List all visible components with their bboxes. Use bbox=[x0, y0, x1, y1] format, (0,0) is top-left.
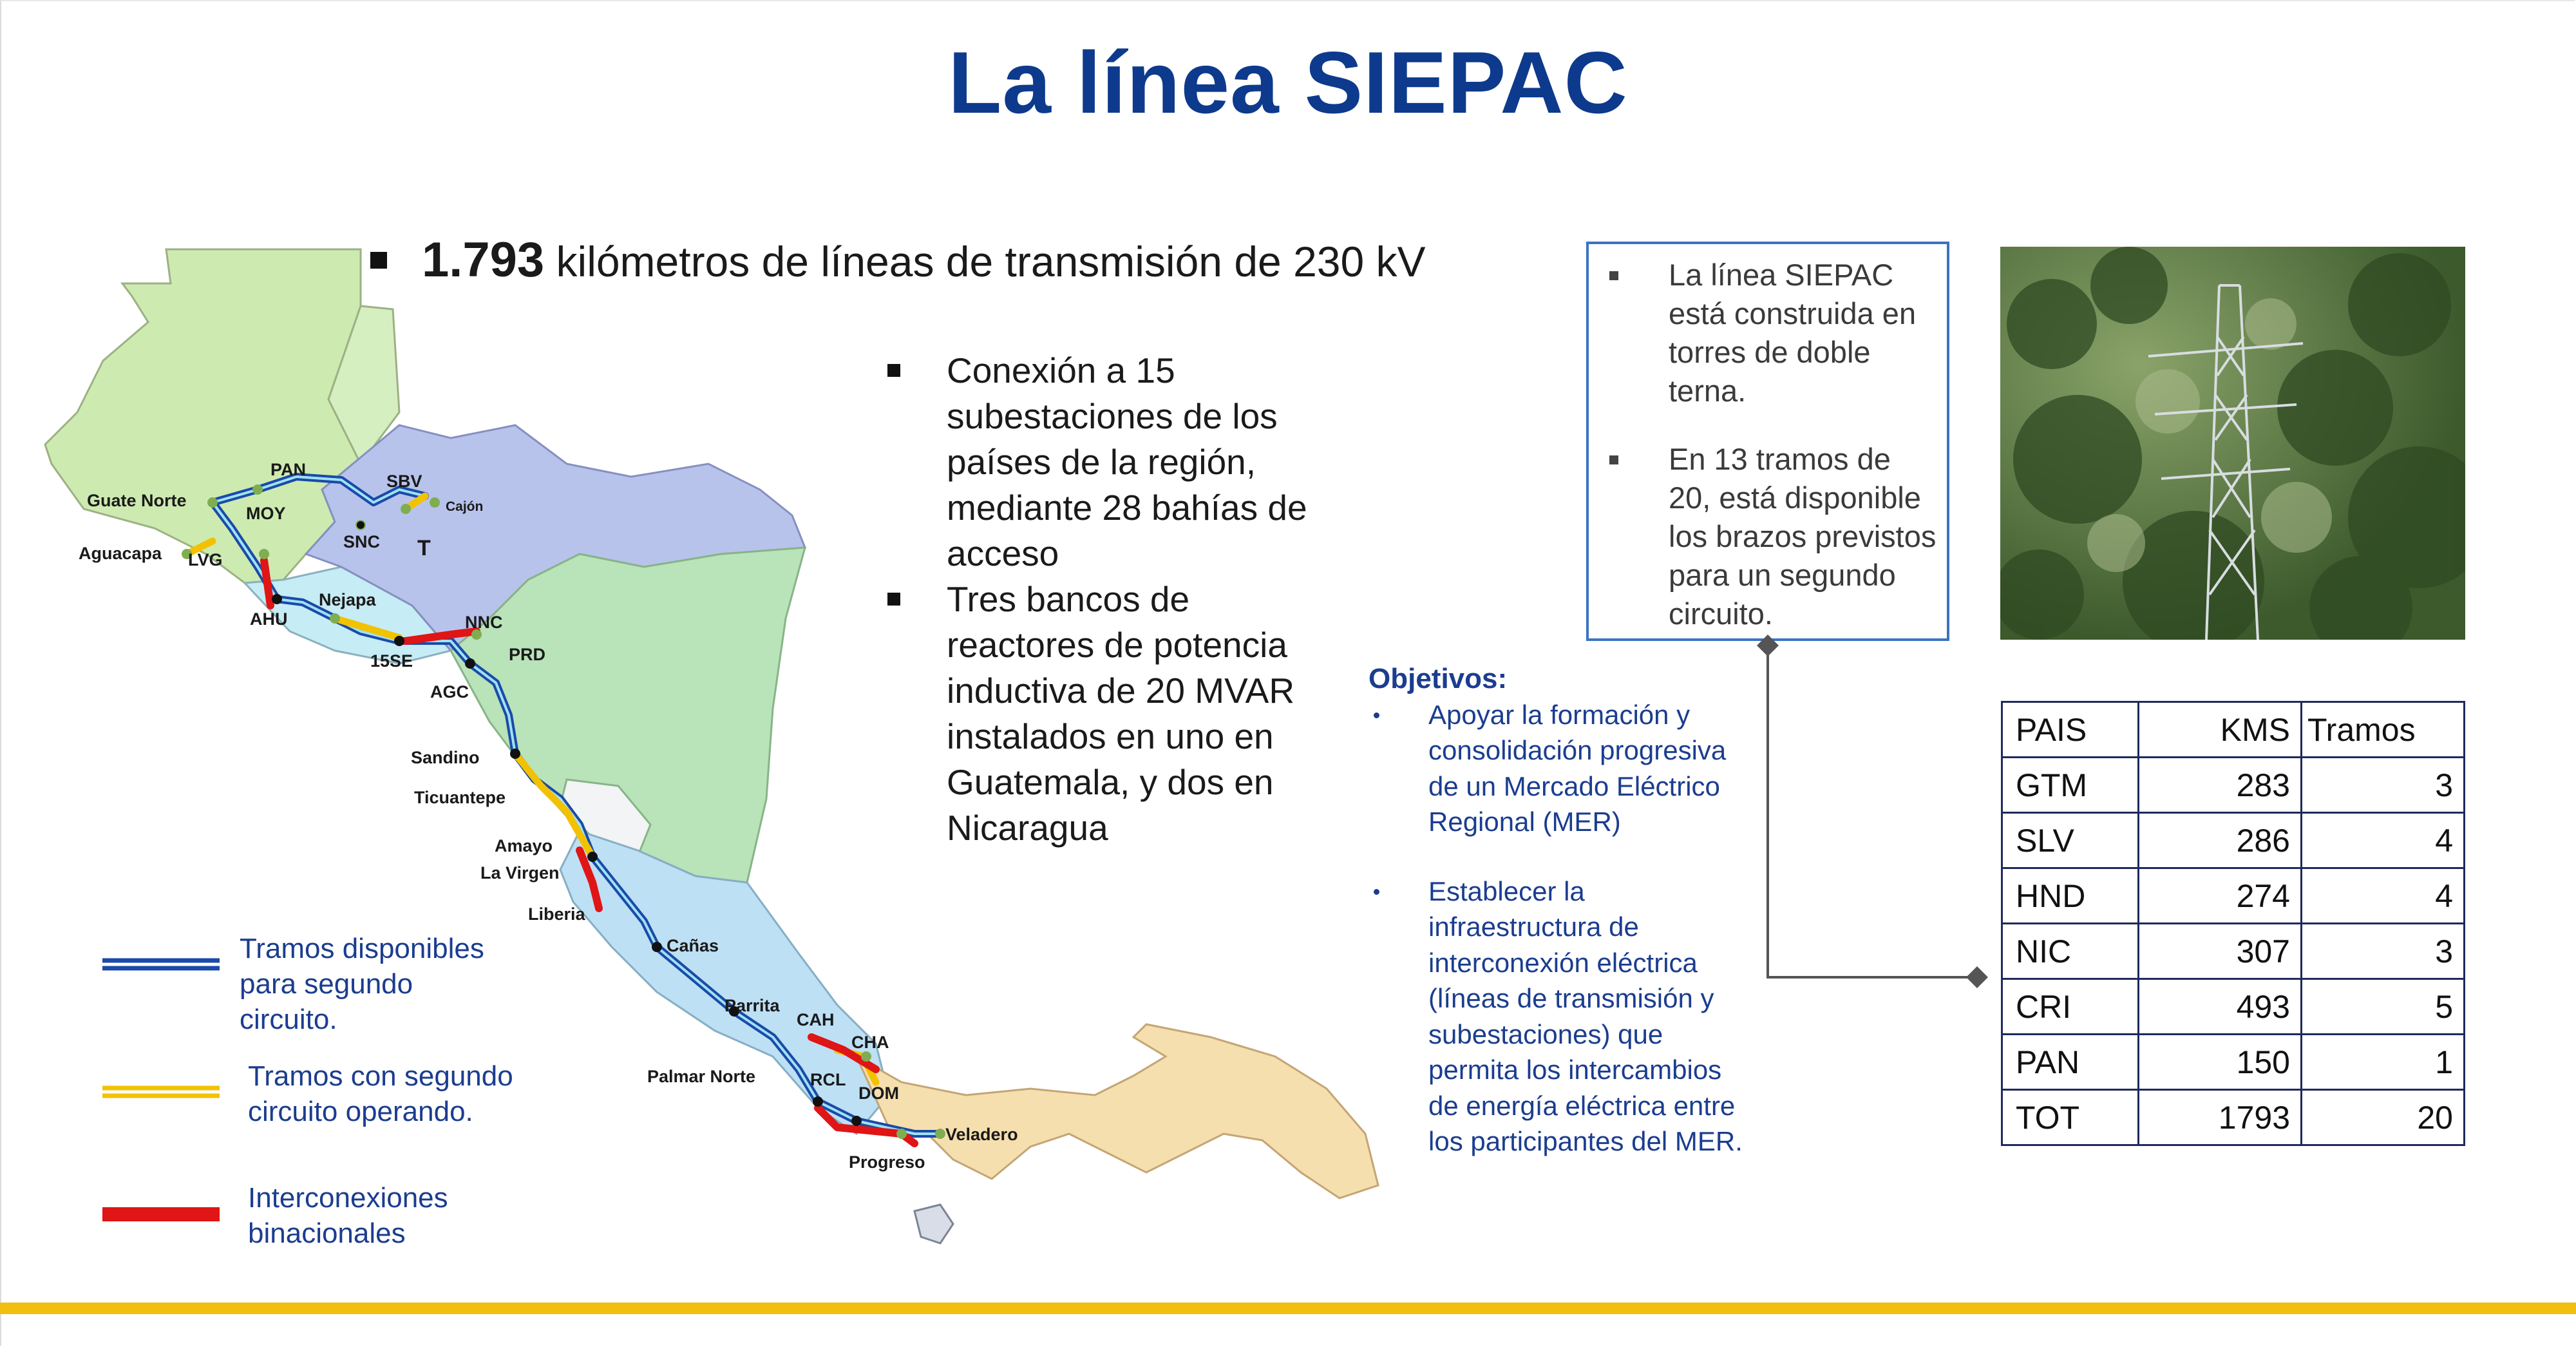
map-label-15se: 15SE bbox=[370, 651, 413, 671]
map-label-canas: Cañas bbox=[667, 936, 719, 955]
map-label-guate-norte: Guate Norte bbox=[87, 491, 187, 510]
map-label-ticuantepe: Ticuantepe bbox=[414, 788, 506, 807]
table-cell: 4 bbox=[2302, 813, 2465, 868]
map-label-nnc: NNC bbox=[465, 613, 503, 632]
table-cell: NIC bbox=[2002, 924, 2139, 979]
info-bullet-text: La línea SIEPAC está construida en torres de doble terna. bbox=[1669, 258, 1917, 408]
map-label-aguacapa: Aguacapa bbox=[79, 544, 162, 563]
map-label-dom: DOM bbox=[858, 1084, 899, 1103]
table-row bbox=[2002, 758, 2465, 813]
table-cell: 3 bbox=[2302, 924, 2465, 979]
center-bullet-text: Conexión a 15 subestaciones de los países de la región, mediante 28 bahías de acceso bbox=[947, 350, 1307, 573]
table-row bbox=[2002, 979, 2465, 1035]
table-cell: SLV bbox=[2002, 813, 2139, 868]
table-cell: 286 bbox=[2139, 813, 2302, 868]
map-label-liberia: Liberia bbox=[528, 904, 585, 924]
map-label-moy: MOY bbox=[246, 504, 286, 523]
table-cell: 1793 bbox=[2139, 1090, 2302, 1145]
legend-label-available: Tramos disponibles para segundo circuito. bbox=[240, 933, 484, 1035]
table-row bbox=[2002, 1035, 2465, 1090]
map-label-cajon: Cajón bbox=[446, 499, 484, 514]
table-row bbox=[2002, 1090, 2465, 1145]
tower-photo-icon bbox=[2000, 247, 2465, 640]
table-cell: 274 bbox=[2139, 868, 2302, 924]
slide-title: La línea SIEPAC bbox=[948, 33, 1628, 131]
info-bullet-text: En 13 tramos de 20, está disponible los brazos previstos para un segundo circuito. bbox=[1669, 442, 1937, 631]
table-cell: 5 bbox=[2302, 979, 2465, 1035]
table-cell: PAN bbox=[2002, 1035, 2139, 1090]
table-cell: GTM bbox=[2002, 758, 2139, 813]
legend-red-line-icon bbox=[100, 1205, 222, 1224]
table-cell: CRI bbox=[2002, 979, 2139, 1035]
legend-label-operating: Tramos con segundo circuito operando. bbox=[248, 1060, 513, 1127]
table-header-cell: KMS bbox=[2139, 702, 2302, 758]
map-label-ahu: AHU bbox=[250, 609, 288, 629]
legend-blue-line-icon bbox=[100, 957, 222, 972]
map-label-prd: PRD bbox=[509, 645, 546, 664]
table-cell: TOT bbox=[2002, 1090, 2139, 1145]
map-label-sbv: SBV bbox=[386, 472, 422, 491]
table-row bbox=[2002, 813, 2465, 868]
table-cell: 3 bbox=[2302, 758, 2465, 813]
map-label-la-virgen: La Virgen bbox=[480, 863, 560, 883]
map-label-cha: CHA bbox=[851, 1033, 889, 1052]
map-label-agc: AGC bbox=[430, 682, 469, 702]
map-label-veladero: Veladero bbox=[945, 1125, 1018, 1144]
map-label-sandino: Sandino bbox=[411, 748, 480, 767]
headline-text: kilómetros de líneas de transmisión de 230 kV bbox=[544, 238, 1426, 285]
map-label-nejapa: Nejapa bbox=[319, 590, 376, 609]
table-cell: 150 bbox=[2139, 1035, 2302, 1090]
table-cell: 307 bbox=[2139, 924, 2302, 979]
map-label-palmar-norte: Palmar Norte bbox=[647, 1067, 756, 1086]
table-header-row bbox=[2002, 702, 2465, 758]
map-label-parrita: Parrita bbox=[724, 996, 780, 1015]
kms-by-country-table bbox=[2001, 701, 2465, 1146]
table-cell: 20 bbox=[2302, 1090, 2465, 1145]
legend-yellow-line-icon bbox=[100, 1084, 222, 1100]
map-label-lvg: LVG bbox=[188, 550, 223, 569]
map-label-amayo: Amayo bbox=[495, 836, 553, 855]
table-cell: 4 bbox=[2302, 868, 2465, 924]
table-row bbox=[2002, 924, 2465, 979]
bottom-accent-bar bbox=[0, 1303, 2576, 1314]
objective-text: Establecer la infraestructura de interconexión eléctrica (líneas de transmisión y subestaciones) que permita los intercambios de energía eléctrica entre los participantes del MER. bbox=[1428, 875, 1743, 1156]
legend-label-binational: Interconexiones binacionales bbox=[248, 1182, 448, 1249]
map-label-cah: CAH bbox=[797, 1010, 835, 1029]
table-cell: HND bbox=[2002, 868, 2139, 924]
center-bullet-text: Tres bancos de reactores de potencia inductiva de 20 MVAR instalados en uno en Guatemala, y dos en Nicaragua bbox=[947, 579, 1295, 848]
objective-text: Apoyar la formación y consolidación progresiva de un Mercado Eléctrico Regional (MER) bbox=[1428, 699, 1727, 837]
transmission-tower-photo bbox=[2000, 247, 2465, 640]
map-label-progreso: Progreso bbox=[849, 1152, 925, 1172]
map-label-pan: PAN bbox=[270, 460, 307, 479]
map-label-t: T bbox=[417, 536, 431, 560]
table-cell: 493 bbox=[2139, 979, 2302, 1035]
table-cell: 283 bbox=[2139, 758, 2302, 813]
map-label-snc: SNC bbox=[343, 532, 381, 551]
map-label-rcl: RCL bbox=[810, 1070, 846, 1089]
table-row bbox=[2002, 868, 2465, 924]
objectives-heading: Objetivos: bbox=[1368, 663, 1508, 694]
table-header-cell: Tramos bbox=[2302, 702, 2465, 758]
table-header-cell: PAIS bbox=[2002, 702, 2139, 758]
headline-number: 1.793 bbox=[422, 233, 545, 287]
table-cell: 1 bbox=[2302, 1035, 2465, 1090]
